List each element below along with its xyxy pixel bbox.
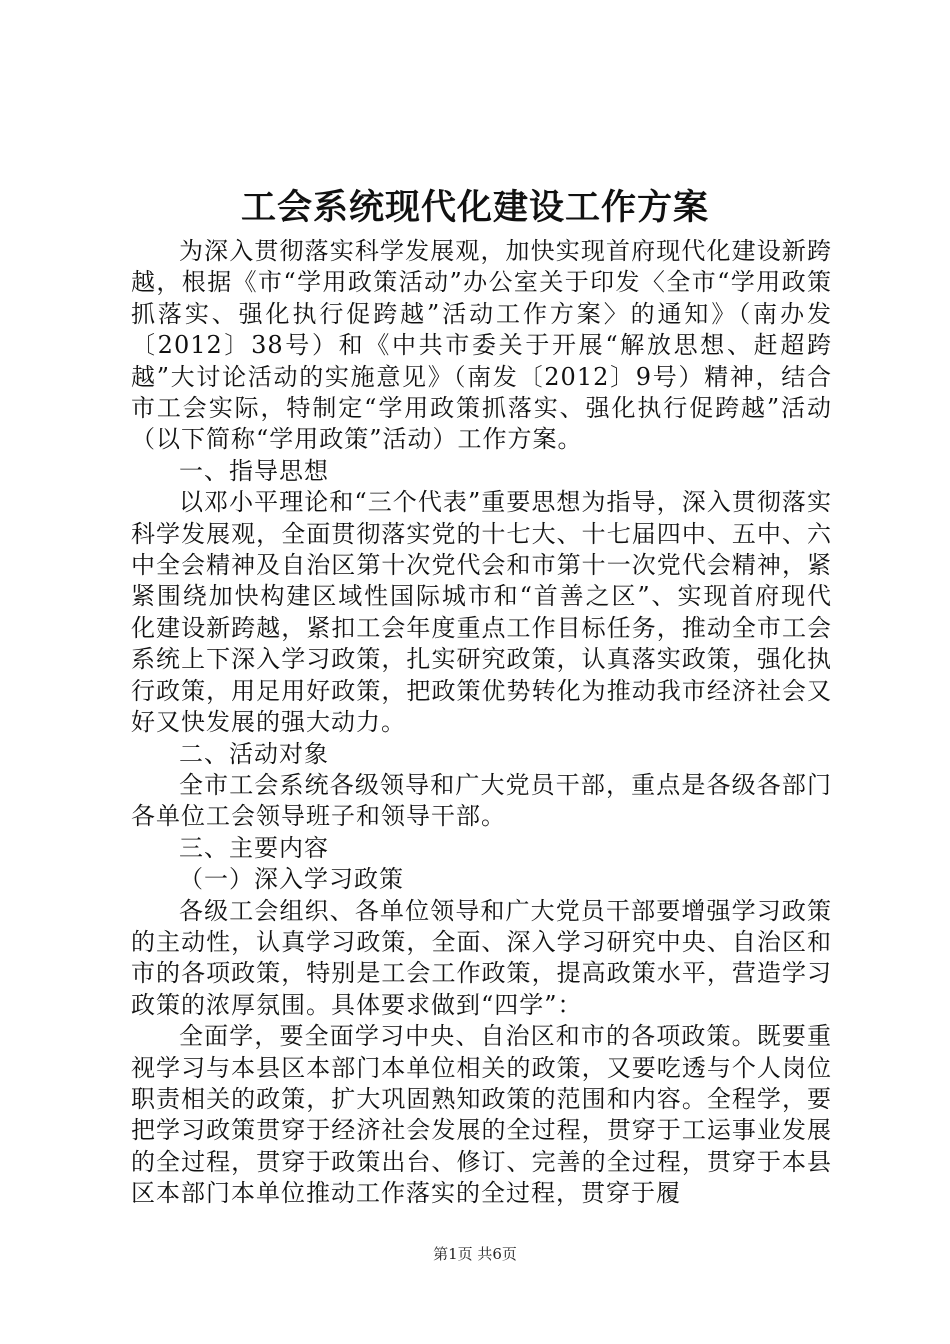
body-paragraph: 以邓小平理论和“三个代表”重要思想为指导，深入贯彻落实科学发展观，全面贯彻落实党的十七大、十七届四中、五中、六中全会精神及自治区第十次党代会和市第十一次党代会精神，紧紧围绕加快构建区域性国际城市和“首善之区”、实现首府现代化建设新跨越，紧扣工会年度重点工作目标任务，推动全市工会系统上下深入学习政策，扎实研究政策，认真落实政策，强化执行政策，用足用好政策，把政策优势转化为推动我市经济社会又好又快发展的强大动力。 — [131, 488, 832, 737]
body-paragraph: 各级工会组织、各单位领导和广大党员干部要增强学习政策的主动性，认真学习政策，全面、深入学习研究中央、自治区和市的各项政策，特别是工会工作政策，提高政策水平，营造学习政策的浓厚氛围。具体要求做到“四学”： — [131, 896, 832, 1019]
page-footer: 第1页 共6页 — [433, 1245, 517, 1263]
body-paragraph: 全市工会系统各级领导和广大党员干部，重点是各级各部门各单位工会领导班子和领导干部。 — [131, 770, 832, 831]
section-heading: 一、指导思想 — [179, 456, 329, 485]
document-title: 工会系统现代化建设工作方案 — [240, 187, 709, 228]
document-body — [131, 236, 832, 1210]
body-paragraph: 全面学，要全面学习中央、自治区和市的各项政策。既要重视学习与本县区本部门本单位相关的政策，又要吃透与个人岗位职责相关的政策，扩大巩固熟知政策的范围和内容。全程学，要把学习政策贯穿于经济社会发展的全过程，贯穿于工运事业发展的全过程，贯穿于政策出台、修订、完善的全过程，贯穿于本县区本部门本单位推动工作落实的全过程，贯穿于履 — [131, 1022, 832, 1208]
subsection-heading: （一）深入学习政策 — [179, 865, 404, 894]
section-heading: 三、主要内容 — [179, 833, 329, 862]
section-heading: 二、活动对象 — [179, 739, 329, 768]
body-paragraph: 为深入贯彻落实科学发展观，加快实现首府现代化建设新跨越，根据《市“学用政策活动”办公室关于印发〈全市“学用政策抓落实、强化执行促跨越”活动工作方案〉的通知》（南办发〔2012〕38号）和《中共市委关于开展“解放思想、赶超跨越”大讨论活动的实施意见》（南发〔2012〕9号）精神，结合市工会实际，特制定“学用政策抓落实、强化执行促跨越”活动（以下简称“学用政策”活动）工作方案。 — [131, 237, 832, 454]
